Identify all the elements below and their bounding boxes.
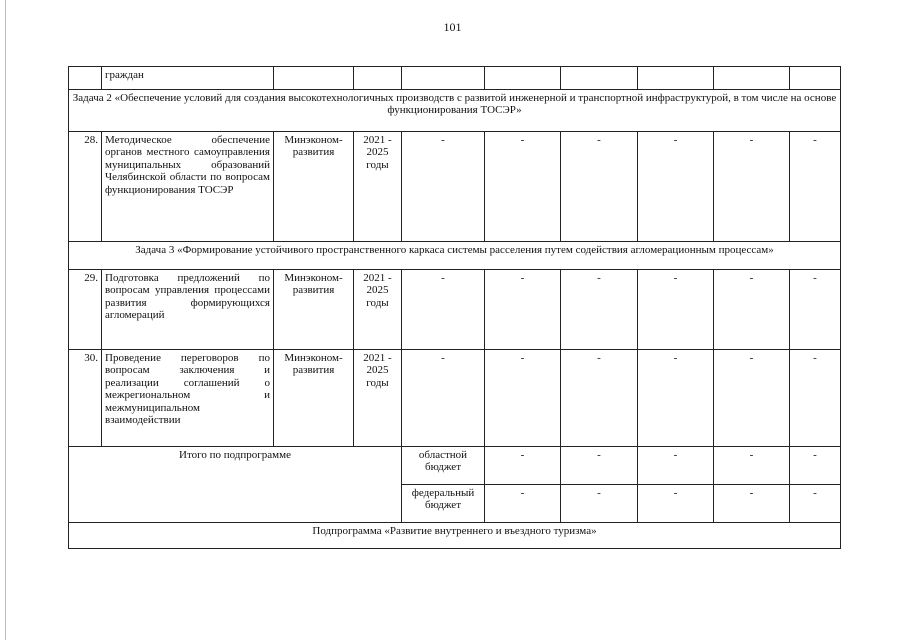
budget-source: федеральный бюджет	[402, 485, 485, 523]
measure-name: Подготовка предложений по вопросам управления процессами развития формирующихся агломераций	[102, 270, 274, 350]
table-row	[69, 132, 841, 242]
table-row	[69, 67, 841, 90]
total-row	[69, 447, 841, 485]
period: 2021 - 2025 годы	[354, 350, 402, 447]
period: 2021 - 2025 годы	[354, 270, 402, 350]
value-cell: -	[714, 350, 790, 447]
value-cell: -	[638, 270, 714, 350]
value-cell: -	[485, 485, 561, 523]
value-cell: -	[485, 447, 561, 485]
value-cell: -	[790, 270, 841, 350]
value-cell: -	[485, 350, 561, 447]
value-cell: -	[485, 270, 561, 350]
measure-name: Проведение переговоров по вопросам заключения и реализации соглашений о межрегиональном и межмуниципальном взаимодействии	[102, 350, 274, 447]
measures-table	[68, 66, 841, 549]
budget-source: областной бюджет	[402, 447, 485, 485]
task-row	[69, 90, 841, 132]
value-cell: -	[638, 485, 714, 523]
value-cell: -	[714, 447, 790, 485]
row-number: 28.	[69, 132, 102, 242]
value-cell: -	[402, 270, 485, 350]
executor: Минэконом-развития	[274, 350, 354, 447]
table-row	[69, 350, 841, 447]
value-cell: -	[402, 350, 485, 447]
value-cell: -	[561, 447, 638, 485]
value-cell: -	[561, 132, 638, 242]
executor: Минэконом-развития	[274, 132, 354, 242]
value-cell: -	[638, 132, 714, 242]
value-cell: -	[714, 132, 790, 242]
task-row	[69, 242, 841, 270]
task-3-heading: Задача 3 «Формирование устойчивого пространственного каркаса системы расселения путем содействия агломерационным процессам»	[69, 242, 841, 270]
value-cell: -	[638, 447, 714, 485]
cell-num	[69, 67, 102, 90]
value-cell: -	[714, 270, 790, 350]
table-row	[69, 270, 841, 350]
value-cell: -	[638, 350, 714, 447]
value-cell: -	[485, 132, 561, 242]
subprogram-heading: Подпрограмма «Развитие внутреннего и въездного туризма»	[69, 523, 841, 549]
page-number: 101	[443, 20, 462, 34]
value-cell: -	[790, 132, 841, 242]
value-cell: -	[790, 447, 841, 485]
value-cell: -	[402, 132, 485, 242]
value-cell: -	[790, 485, 841, 523]
row-number: 29.	[69, 270, 102, 350]
executor: Минэконом-развития	[274, 270, 354, 350]
task-2-heading: Задача 2 «Обеспечение условий для создания высокотехнологичных производств с развитой инженерной и транспортной инфраструктурой, в том числе на основе функционирования ТОСЭР»	[69, 90, 841, 132]
total-label: Итого по подпрограмме	[69, 447, 402, 523]
value-cell: -	[790, 350, 841, 447]
period: 2021 - 2025 годы	[354, 132, 402, 242]
value-cell: -	[561, 485, 638, 523]
page-left-rule	[5, 0, 6, 640]
value-cell: -	[714, 485, 790, 523]
subprogram-row	[69, 523, 841, 549]
row-number: 30.	[69, 350, 102, 447]
measure-name: Методическое обеспечение органов местного самоуправления муниципальных образований Челябинской области по вопросам функционирования ТОСЭР	[102, 132, 274, 242]
value-cell: -	[561, 350, 638, 447]
value-cell: -	[561, 270, 638, 350]
cell-name: граждан	[102, 67, 274, 90]
